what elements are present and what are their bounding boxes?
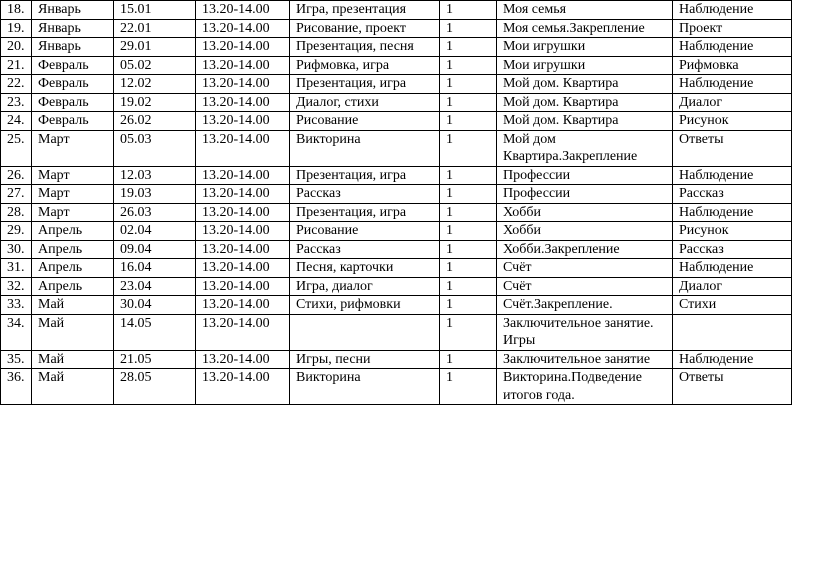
date-cell: 12.03 bbox=[114, 166, 196, 185]
control-cell: Рифмовка bbox=[673, 56, 792, 75]
control-cell: Рисунок bbox=[673, 112, 792, 131]
hours-cell: 1 bbox=[440, 314, 497, 350]
month-cell: Май bbox=[32, 314, 114, 350]
activity-cell: Рифмовка, игра bbox=[290, 56, 440, 75]
hours-cell: 1 bbox=[440, 277, 497, 296]
table-row bbox=[1, 350, 792, 369]
month-cell: Апрель bbox=[32, 222, 114, 241]
row-number-cell: 22. bbox=[1, 75, 32, 94]
table-row bbox=[1, 93, 792, 112]
date-cell: 05.02 bbox=[114, 56, 196, 75]
row-number-cell: 36. bbox=[1, 369, 32, 405]
month-cell: Март bbox=[32, 130, 114, 166]
hours-cell: 1 bbox=[440, 369, 497, 405]
activity-cell: Рассказ bbox=[290, 185, 440, 204]
hours-cell: 1 bbox=[440, 296, 497, 315]
month-cell: Апрель bbox=[32, 240, 114, 259]
row-number-cell: 34. bbox=[1, 314, 32, 350]
topic-cell: Мой дом Квартира.Закрепление bbox=[497, 130, 673, 166]
table-row bbox=[1, 296, 792, 315]
row-number-cell: 30. bbox=[1, 240, 32, 259]
row-number-cell: 31. bbox=[1, 259, 32, 278]
table-row bbox=[1, 38, 792, 57]
date-cell: 15.01 bbox=[114, 1, 196, 20]
time-cell: 13.20-14.00 bbox=[196, 38, 290, 57]
hours-cell: 1 bbox=[440, 240, 497, 259]
topic-cell: Моя семья.Закрепление bbox=[497, 19, 673, 38]
month-cell: Март bbox=[32, 166, 114, 185]
table-row bbox=[1, 240, 792, 259]
time-cell: 13.20-14.00 bbox=[196, 112, 290, 131]
control-cell: Рисунок bbox=[673, 222, 792, 241]
row-number-cell: 28. bbox=[1, 203, 32, 222]
activity-cell: Презентация, игра bbox=[290, 75, 440, 94]
time-cell: 13.20-14.00 bbox=[196, 56, 290, 75]
topic-cell: Профессии bbox=[497, 166, 673, 185]
activity-cell: Песня, карточки bbox=[290, 259, 440, 278]
date-cell: 19.03 bbox=[114, 185, 196, 204]
activity-cell: Игры, песни bbox=[290, 350, 440, 369]
table-row bbox=[1, 166, 792, 185]
month-cell: Апрель bbox=[32, 259, 114, 278]
date-cell: 21.05 bbox=[114, 350, 196, 369]
hours-cell: 1 bbox=[440, 130, 497, 166]
hours-cell: 1 bbox=[440, 166, 497, 185]
time-cell: 13.20-14.00 bbox=[196, 259, 290, 278]
hours-cell: 1 bbox=[440, 203, 497, 222]
table-row bbox=[1, 56, 792, 75]
topic-cell: Счёт bbox=[497, 277, 673, 296]
date-cell: 16.04 bbox=[114, 259, 196, 278]
hours-cell: 1 bbox=[440, 112, 497, 131]
table-row bbox=[1, 75, 792, 94]
date-cell: 12.02 bbox=[114, 75, 196, 94]
hours-cell: 1 bbox=[440, 93, 497, 112]
time-cell: 13.20-14.00 bbox=[196, 166, 290, 185]
hours-cell: 1 bbox=[440, 222, 497, 241]
topic-cell: Хобби bbox=[497, 203, 673, 222]
control-cell: Наблюдение bbox=[673, 350, 792, 369]
row-number-cell: 18. bbox=[1, 1, 32, 20]
month-cell: Февраль bbox=[32, 56, 114, 75]
control-cell bbox=[673, 314, 792, 350]
time-cell: 13.20-14.00 bbox=[196, 185, 290, 204]
date-cell: 02.04 bbox=[114, 222, 196, 241]
row-number-cell: 35. bbox=[1, 350, 32, 369]
table-row bbox=[1, 222, 792, 241]
row-number-cell: 26. bbox=[1, 166, 32, 185]
date-cell: 23.04 bbox=[114, 277, 196, 296]
activity-cell: Игра, диалог bbox=[290, 277, 440, 296]
table-row bbox=[1, 277, 792, 296]
control-cell: Наблюдение bbox=[673, 166, 792, 185]
activity-cell: Викторина bbox=[290, 369, 440, 405]
hours-cell: 1 bbox=[440, 259, 497, 278]
hours-cell: 1 bbox=[440, 56, 497, 75]
activity-cell: Рассказ bbox=[290, 240, 440, 259]
topic-cell: Хобби bbox=[497, 222, 673, 241]
table-row bbox=[1, 203, 792, 222]
topic-cell: Заключительное занятие bbox=[497, 350, 673, 369]
activity-cell: Рисование bbox=[290, 112, 440, 131]
hours-cell: 1 bbox=[440, 19, 497, 38]
date-cell: 26.02 bbox=[114, 112, 196, 131]
activity-cell: Рисование, проект bbox=[290, 19, 440, 38]
topic-cell: Викторина.Подведение итогов года. bbox=[497, 369, 673, 405]
topic-cell: Хобби.Закрепление bbox=[497, 240, 673, 259]
activity-cell bbox=[290, 314, 440, 350]
row-number-cell: 25. bbox=[1, 130, 32, 166]
topic-cell: Мой дом. Квартира bbox=[497, 93, 673, 112]
month-cell: Май bbox=[32, 350, 114, 369]
date-cell: 19.02 bbox=[114, 93, 196, 112]
row-number-cell: 20. bbox=[1, 38, 32, 57]
row-number-cell: 21. bbox=[1, 56, 32, 75]
topic-cell: Профессии bbox=[497, 185, 673, 204]
control-cell: Стихи bbox=[673, 296, 792, 315]
month-cell: Январь bbox=[32, 1, 114, 20]
month-cell: Февраль bbox=[32, 112, 114, 131]
date-cell: 22.01 bbox=[114, 19, 196, 38]
table-row bbox=[1, 1, 792, 20]
time-cell: 13.20-14.00 bbox=[196, 314, 290, 350]
row-number-cell: 32. bbox=[1, 277, 32, 296]
activity-cell: Презентация, игра bbox=[290, 166, 440, 185]
month-cell: Февраль bbox=[32, 93, 114, 112]
time-cell: 13.20-14.00 bbox=[196, 1, 290, 20]
topic-cell: Заключительное занятие. Игры bbox=[497, 314, 673, 350]
time-cell: 13.20-14.00 bbox=[196, 130, 290, 166]
control-cell: Наблюдение bbox=[673, 38, 792, 57]
time-cell: 13.20-14.00 bbox=[196, 203, 290, 222]
time-cell: 13.20-14.00 bbox=[196, 296, 290, 315]
date-cell: 26.03 bbox=[114, 203, 196, 222]
control-cell: Наблюдение bbox=[673, 75, 792, 94]
control-cell: Наблюдение bbox=[673, 203, 792, 222]
row-number-cell: 19. bbox=[1, 19, 32, 38]
activity-cell: Диалог, стихи bbox=[290, 93, 440, 112]
control-cell: Наблюдение bbox=[673, 1, 792, 20]
time-cell: 13.20-14.00 bbox=[196, 350, 290, 369]
hours-cell: 1 bbox=[440, 1, 497, 20]
time-cell: 13.20-14.00 bbox=[196, 93, 290, 112]
time-cell: 13.20-14.00 bbox=[196, 240, 290, 259]
date-cell: 09.04 bbox=[114, 240, 196, 259]
activity-cell: Стихи, рифмовки bbox=[290, 296, 440, 315]
schedule-body bbox=[1, 1, 792, 405]
table-row bbox=[1, 185, 792, 204]
topic-cell: Мой дом. Квартира bbox=[497, 112, 673, 131]
activity-cell: Презентация, песня bbox=[290, 38, 440, 57]
topic-cell: Мой дом. Квартира bbox=[497, 75, 673, 94]
time-cell: 13.20-14.00 bbox=[196, 75, 290, 94]
control-cell: Рассказ bbox=[673, 185, 792, 204]
month-cell: Январь bbox=[32, 19, 114, 38]
activity-cell: Викторина bbox=[290, 130, 440, 166]
table-row bbox=[1, 130, 792, 166]
control-cell: Ответы bbox=[673, 130, 792, 166]
month-cell: Февраль bbox=[32, 75, 114, 94]
row-number-cell: 27. bbox=[1, 185, 32, 204]
control-cell: Наблюдение bbox=[673, 259, 792, 278]
time-cell: 13.20-14.00 bbox=[196, 369, 290, 405]
control-cell: Рассказ bbox=[673, 240, 792, 259]
month-cell: Март bbox=[32, 185, 114, 204]
table-row bbox=[1, 112, 792, 131]
date-cell: 30.04 bbox=[114, 296, 196, 315]
activity-cell: Рисование bbox=[290, 222, 440, 241]
table-row bbox=[1, 19, 792, 38]
control-cell: Диалог bbox=[673, 93, 792, 112]
hours-cell: 1 bbox=[440, 185, 497, 204]
control-cell: Ответы bbox=[673, 369, 792, 405]
control-cell: Проект bbox=[673, 19, 792, 38]
month-cell: Апрель bbox=[32, 277, 114, 296]
table-row bbox=[1, 369, 792, 405]
table-row bbox=[1, 314, 792, 350]
time-cell: 13.20-14.00 bbox=[196, 222, 290, 241]
hours-cell: 1 bbox=[440, 38, 497, 57]
hours-cell: 1 bbox=[440, 350, 497, 369]
month-cell: Май bbox=[32, 296, 114, 315]
month-cell: Май bbox=[32, 369, 114, 405]
date-cell: 28.05 bbox=[114, 369, 196, 405]
row-number-cell: 23. bbox=[1, 93, 32, 112]
hours-cell: 1 bbox=[440, 75, 497, 94]
month-cell: Март bbox=[32, 203, 114, 222]
date-cell: 05.03 bbox=[114, 130, 196, 166]
activity-cell: Презентация, игра bbox=[290, 203, 440, 222]
table-row bbox=[1, 259, 792, 278]
topic-cell: Моя семья bbox=[497, 1, 673, 20]
activity-cell: Игра, презентация bbox=[290, 1, 440, 20]
date-cell: 14.05 bbox=[114, 314, 196, 350]
topic-cell: Счёт.Закрепление. bbox=[497, 296, 673, 315]
topic-cell: Мои игрушки bbox=[497, 56, 673, 75]
month-cell: Январь bbox=[32, 38, 114, 57]
row-number-cell: 29. bbox=[1, 222, 32, 241]
control-cell: Диалог bbox=[673, 277, 792, 296]
row-number-cell: 33. bbox=[1, 296, 32, 315]
time-cell: 13.20-14.00 bbox=[196, 19, 290, 38]
topic-cell: Мои игрушки bbox=[497, 38, 673, 57]
date-cell: 29.01 bbox=[114, 38, 196, 57]
time-cell: 13.20-14.00 bbox=[196, 277, 290, 296]
row-number-cell: 24. bbox=[1, 112, 32, 131]
topic-cell: Счёт bbox=[497, 259, 673, 278]
